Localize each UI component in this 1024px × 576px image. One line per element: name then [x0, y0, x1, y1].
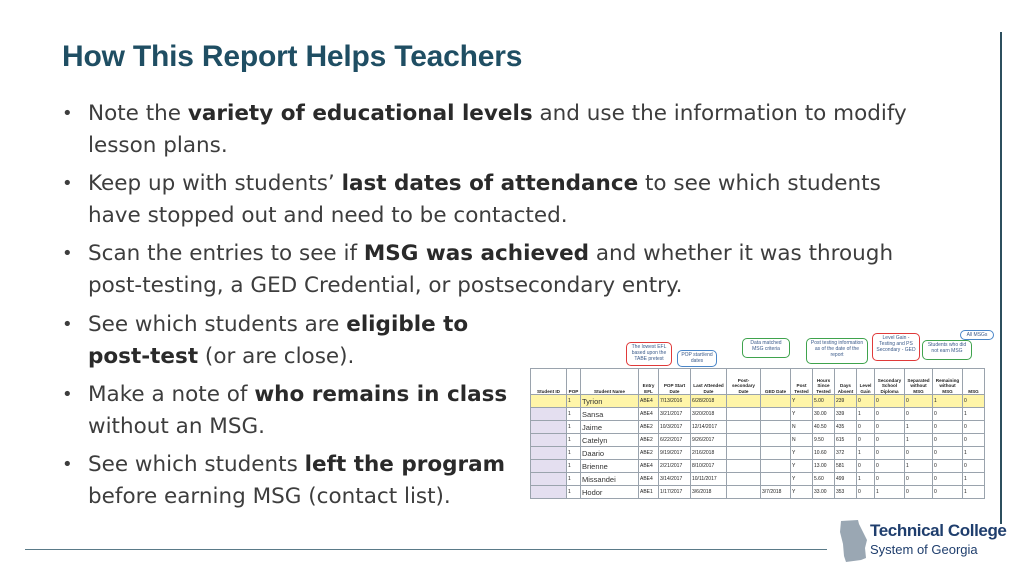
- bullet-segment: Note the: [88, 101, 188, 126]
- table-cell: 1: [905, 460, 933, 473]
- bullet-segment: (or are close).: [198, 344, 355, 369]
- table-cell: 1: [567, 421, 581, 434]
- column-header: Days Absent: [835, 369, 857, 395]
- table-cell: Hodor: [581, 486, 639, 499]
- table-cell: ABE4: [639, 408, 659, 421]
- logo-line-2: System of Georgia: [870, 542, 978, 557]
- bullet-text: [88, 238, 893, 302]
- column-header: Remaining without MSG: [933, 369, 963, 395]
- table-cell: [531, 447, 567, 460]
- table-cell: [727, 395, 761, 408]
- callout-did-not-earn: Students who did not earn MSG: [922, 340, 972, 360]
- table-cell: 1: [875, 486, 905, 499]
- table-cell: Y: [791, 395, 813, 408]
- callout-level-gain: Level Gain - Testing and PS Secondary - GED: [872, 333, 920, 361]
- table-cell: 0: [857, 395, 875, 408]
- bullet-segment: See which students are: [88, 312, 347, 337]
- table-cell: 10/3/2017: [659, 421, 691, 434]
- bullet-line: [88, 270, 893, 302]
- table-cell: [531, 473, 567, 486]
- table-cell: 3/14/2017: [659, 473, 691, 486]
- column-header: Post-secondary Date: [727, 369, 761, 395]
- column-header: Student Name: [581, 369, 639, 395]
- table-cell: 0: [857, 460, 875, 473]
- table-cell: ABE4: [639, 460, 659, 473]
- bullet-segment: post-testing, a GED Credential, or postsecondary entry.: [88, 273, 683, 298]
- bullet-dot-icon: •: [62, 103, 73, 124]
- table-cell: 0: [933, 434, 963, 447]
- bullet-dot-icon: •: [62, 243, 73, 264]
- bullet-emphasis: eligible to: [346, 312, 469, 337]
- bullet-text: [88, 98, 907, 162]
- bullet-line: [88, 341, 468, 373]
- table-cell: N: [791, 434, 813, 447]
- bullet-segment: Scan the entries to see if: [88, 241, 364, 266]
- table-cell: 0: [905, 395, 933, 408]
- bullet-segment: See which students: [88, 452, 305, 477]
- bullet-line: [88, 379, 507, 411]
- table-cell: 13.00: [813, 460, 835, 473]
- table-row: [531, 395, 985, 408]
- table-cell: 1: [933, 395, 963, 408]
- table-row: [531, 460, 985, 473]
- table-cell: 1: [857, 408, 875, 421]
- bullet-emphasis: MSG was achieved: [363, 241, 590, 266]
- table-cell: 0: [875, 408, 905, 421]
- table-cell: [761, 408, 791, 421]
- table-cell: 1: [963, 447, 985, 460]
- table-cell: 1: [857, 473, 875, 486]
- table-cell: 5.00: [813, 395, 835, 408]
- table-cell: Tyrion: [581, 395, 639, 408]
- bullet-emphasis: post-test: [88, 344, 199, 369]
- table-cell: [761, 395, 791, 408]
- table-cell: Daario: [581, 447, 639, 460]
- column-header: Secondary School Diploma: [875, 369, 905, 395]
- student-report-table: [530, 368, 985, 499]
- table-header-row: [531, 369, 985, 395]
- table-cell: ABE2: [639, 434, 659, 447]
- table-cell: [531, 460, 567, 473]
- table-cell: ABE2: [639, 421, 659, 434]
- table-cell: 239: [835, 395, 857, 408]
- bullet-segment: have stopped out and need to be contacted.: [88, 203, 568, 228]
- column-header: MSG: [963, 369, 985, 395]
- table-row: [531, 447, 985, 460]
- column-header: Student ID: [531, 369, 567, 395]
- bullet-dot-icon: •: [62, 173, 73, 194]
- table-cell: [761, 447, 791, 460]
- table-cell: 0: [875, 395, 905, 408]
- column-header: Last Attended Date: [691, 369, 727, 395]
- table-cell: [531, 421, 567, 434]
- table-cell: 0: [933, 460, 963, 473]
- table-cell: 10/11/2017: [691, 473, 727, 486]
- table-cell: 0: [875, 460, 905, 473]
- bullet-text: [88, 449, 505, 513]
- table-cell: 581: [835, 460, 857, 473]
- table-cell: 9/26/2017: [691, 434, 727, 447]
- table-cell: 1: [963, 473, 985, 486]
- table-cell: 1: [905, 434, 933, 447]
- table-cell: 1: [963, 486, 985, 499]
- table-cell: [727, 434, 761, 447]
- bullet-emphasis: who remains in class: [254, 382, 508, 407]
- table-cell: 1: [857, 447, 875, 460]
- table-cell: [761, 421, 791, 434]
- bullet-line: [88, 481, 505, 513]
- table-cell: 3/7/2018: [761, 486, 791, 499]
- table-cell: 372: [835, 447, 857, 460]
- table-cell: 3/20/2018: [691, 408, 727, 421]
- table-cell: Y: [791, 408, 813, 421]
- table-cell: 6/22/2017: [659, 434, 691, 447]
- callout-pop-dates: POP start/end dates: [677, 350, 717, 367]
- table-cell: Missandei: [581, 473, 639, 486]
- table-cell: [727, 460, 761, 473]
- column-header: POP Start Date: [659, 369, 691, 395]
- table-cell: ABE2: [639, 447, 659, 460]
- table-cell: 0: [933, 486, 963, 499]
- bullet-segment: before earning MSG (contact list).: [88, 484, 451, 509]
- table-row: [531, 473, 985, 486]
- footer-divider-line: [25, 549, 827, 550]
- bullet-line: [88, 238, 893, 270]
- column-header: POP: [567, 369, 581, 395]
- bullet-text: [88, 379, 507, 443]
- table-cell: 8/10/2017: [691, 460, 727, 473]
- table-cell: 0: [933, 473, 963, 486]
- callout-post-testing: Post testing information as of the date of the report: [806, 338, 868, 364]
- table-cell: 0: [857, 421, 875, 434]
- bullet-segment: to see which students: [638, 171, 881, 196]
- right-divider-line: [1000, 32, 1002, 524]
- table-cell: Y: [791, 486, 813, 499]
- table-cell: 30.00: [813, 408, 835, 421]
- table-cell: [727, 447, 761, 460]
- table-cell: 0: [905, 447, 933, 460]
- table-cell: 0: [963, 460, 985, 473]
- table-cell: 0: [875, 434, 905, 447]
- bullet-dot-icon: •: [62, 454, 73, 475]
- table-cell: 2/21/2017: [659, 460, 691, 473]
- slide-title: How This Report Helps Teachers: [62, 40, 523, 73]
- table-cell: 2/16/2018: [691, 447, 727, 460]
- bullet-line: [88, 98, 907, 130]
- table-cell: [531, 486, 567, 499]
- logo-line-1: Technical College: [870, 521, 1007, 540]
- table-cell: [727, 473, 761, 486]
- table-cell: 1: [567, 473, 581, 486]
- table-cell: 7/13/2016: [659, 395, 691, 408]
- table-cell: [727, 408, 761, 421]
- bullet-segment: and whether it was through: [589, 241, 894, 266]
- table-cell: N: [791, 421, 813, 434]
- table-cell: [761, 434, 791, 447]
- bullet-line: [88, 168, 881, 200]
- table-cell: 0: [875, 447, 905, 460]
- table-cell: 1: [567, 447, 581, 460]
- bullet-emphasis: last dates of attendance: [341, 171, 639, 196]
- table-row: [531, 421, 985, 434]
- bullet-segment: Keep up with students’: [88, 171, 342, 196]
- bullet-line: [88, 411, 507, 443]
- bullet-line: [88, 309, 468, 341]
- table-cell: 5.60: [813, 473, 835, 486]
- table-cell: 0: [857, 486, 875, 499]
- table-cell: [531, 434, 567, 447]
- table-cell: 0: [963, 434, 985, 447]
- table-cell: 0: [875, 421, 905, 434]
- table-cell: 615: [835, 434, 857, 447]
- table-cell: 1: [567, 434, 581, 447]
- table-cell: 339: [835, 408, 857, 421]
- table-cell: 435: [835, 421, 857, 434]
- table-cell: 0: [963, 395, 985, 408]
- table-cell: [761, 460, 791, 473]
- callout-lowest-efl: The lowest EFL based upon the TABE pretest: [626, 342, 672, 366]
- column-header: Hours Since Tested: [813, 369, 835, 395]
- table-cell: ABE1: [639, 486, 659, 499]
- table-cell: Catelyn: [581, 434, 639, 447]
- table-cell: 10.60: [813, 447, 835, 460]
- table-cell: Brienne: [581, 460, 639, 473]
- column-header: Level Gain: [857, 369, 875, 395]
- column-header: Post Tested: [791, 369, 813, 395]
- table-cell: [761, 473, 791, 486]
- callout-all-msgs: All MSGs: [960, 330, 994, 340]
- table-cell: Y: [791, 473, 813, 486]
- bullet-segment: and use the information to modify: [532, 101, 907, 126]
- table-cell: 1: [567, 408, 581, 421]
- table-cell: 9.50: [813, 434, 835, 447]
- table-cell: 1: [567, 395, 581, 408]
- callout-data-matched: Data matched MSG criteria: [742, 338, 790, 358]
- table-cell: 1: [567, 486, 581, 499]
- table-cell: Y: [791, 460, 813, 473]
- table-row: [531, 408, 985, 421]
- table-cell: [727, 421, 761, 434]
- table-cell: [727, 486, 761, 499]
- table-cell: 353: [835, 486, 857, 499]
- bullet-dot-icon: •: [62, 314, 73, 335]
- table-row: [531, 434, 985, 447]
- column-header: Entry EFL: [639, 369, 659, 395]
- table-cell: 1: [567, 460, 581, 473]
- table-cell: 33.00: [813, 486, 835, 499]
- table-cell: [531, 408, 567, 421]
- table-row: [531, 486, 985, 499]
- bullet-segment: without an MSG.: [88, 414, 265, 439]
- georgia-map-icon: [838, 518, 868, 568]
- bullet-line: [88, 130, 907, 162]
- table-cell: Y: [791, 447, 813, 460]
- table-cell: 499: [835, 473, 857, 486]
- table-cell: 0: [905, 486, 933, 499]
- table-cell: Jaime: [581, 421, 639, 434]
- bullet-line: [88, 200, 881, 232]
- table-cell: ABE4: [639, 473, 659, 486]
- table-cell: 0: [857, 434, 875, 447]
- table-cell: [531, 395, 567, 408]
- bullet-text: [88, 309, 468, 373]
- table-cell: 0: [905, 408, 933, 421]
- report-screenshot: [530, 328, 996, 506]
- column-header: GED Date: [761, 369, 791, 395]
- bullet-text: [88, 168, 881, 232]
- bullet-emphasis: variety of educational levels: [187, 101, 533, 126]
- table-cell: 6/28/2018: [691, 395, 727, 408]
- bullet-emphasis: left the program: [304, 452, 506, 477]
- table-cell: 1: [963, 408, 985, 421]
- table-cell: 0: [933, 421, 963, 434]
- table-cell: 9/19/2017: [659, 447, 691, 460]
- table-cell: 3/6/2018: [691, 486, 727, 499]
- bullet-segment: Make a note of: [88, 382, 255, 407]
- table-cell: 0: [933, 408, 963, 421]
- table-cell: 12/14/2017: [691, 421, 727, 434]
- table-cell: 0: [963, 421, 985, 434]
- table-cell: Sansa: [581, 408, 639, 421]
- table-cell: ABE4: [639, 395, 659, 408]
- column-header: Separated without MSG: [905, 369, 933, 395]
- table-cell: 0: [905, 473, 933, 486]
- table-cell: 0: [933, 447, 963, 460]
- table-cell: 3/21/2017: [659, 408, 691, 421]
- table-cell: 1: [905, 421, 933, 434]
- bullet-line: [88, 449, 505, 481]
- bullet-dot-icon: •: [62, 384, 73, 405]
- table-cell: 40.50: [813, 421, 835, 434]
- table-cell: 0: [875, 473, 905, 486]
- bullet-segment: lesson plans.: [88, 133, 228, 158]
- tcsg-logo: [838, 518, 1008, 570]
- table-cell: 1/17/2017: [659, 486, 691, 499]
